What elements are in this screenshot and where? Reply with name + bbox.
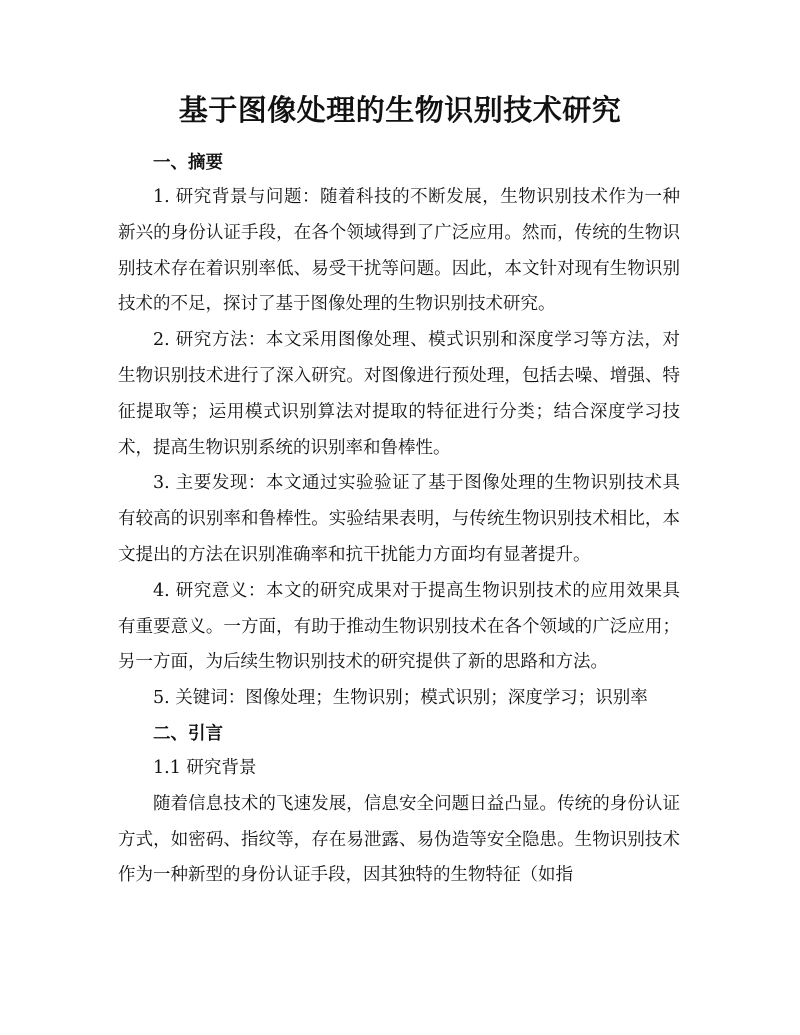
abstract-paragraph-1: 1. 研究背景与问题：随着科技的不断发展，生物识别技术作为一种新兴的身份认证手段，在各个领域得到了广泛应用。然而，传统的生物识别技术存在着识别率低、易受干扰等问题。因此，本文针对现有生物识别技术的不足，探讨了基于图像处理的生物识别技术研究。: [118, 187, 680, 315]
abstract-paragraph-4: 4. 研究意义：本文的研究成果对于提高生物识别技术的应用效果具有重要意义。一方面，有助于推动生物识别技术在各个领域的广泛应用；另一方面，为后续生物识别技术的研究提供了新的思路和方法。: [118, 580, 680, 673]
introduction-paragraph-1: 随着信息技术的飞速发展，信息安全问题日益凸显。传统的身份认证方式，如密码、指纹等，存在易泄露、易伪造等安全隐患。生物识别技术作为一种新型的身份认证手段，因其独特的生物特征（如指: [118, 793, 680, 886]
subsection-heading-background: 1.1 研究背景: [153, 757, 257, 778]
abstract-keywords: 5. 关键词：图像处理；生物识别；模式识别；深度学习；识别率: [153, 688, 648, 709]
abstract-paragraph-2: 2. 研究方法：本文采用图像处理、模式识别和深度学习等方法，对生物识别技术进行了深入研究。对图像进行预处理，包括去噪、增强、特征提取等；运用模式识别算法对提取的特征进行分类；结合深度学习技术，提高生物识别系统的识别率和鲁棒性。: [118, 330, 680, 458]
document-body: [118, 146, 680, 894]
document-title: 基于图像处理的生物识别技术研究: [178, 93, 622, 127]
section-heading-abstract: 一、摘要: [153, 153, 223, 173]
section-heading-introduction: 二、引言: [153, 723, 223, 744]
abstract-paragraph-3: 3. 主要发现：本文通过实验验证了基于图像处理的生物识别技术具有较高的识别率和鲁棒性。实验结果表明，与传统生物识别技术相比，本文提出的方法在识别准确率和抗干扰能力方面均有显著提升。: [118, 473, 680, 565]
